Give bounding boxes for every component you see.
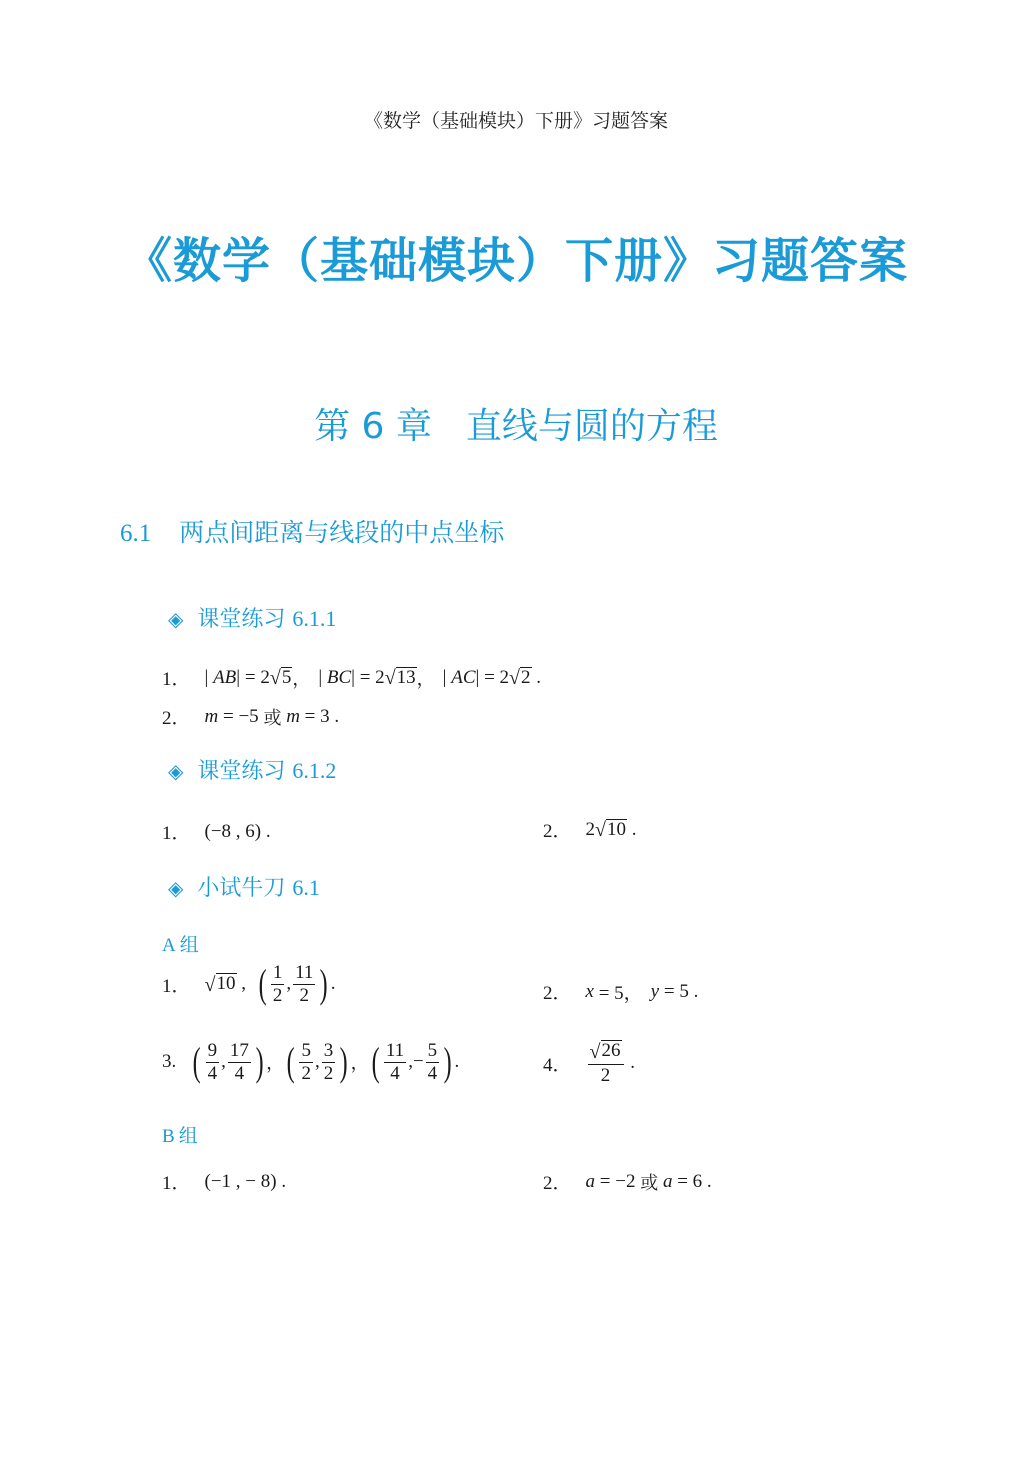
denominator: 2	[600, 1064, 611, 1086]
chapter-title	[0, 398, 1032, 449]
subsection-code: 6.1	[292, 875, 320, 900]
diamond-icon: ◈	[168, 607, 184, 631]
fraction	[228, 1040, 251, 1085]
value: = 2	[359, 666, 385, 688]
numerator: 3	[323, 1040, 334, 1061]
value: = 6 .	[672, 1170, 712, 1192]
answer-number: 4．	[543, 1054, 572, 1076]
segment-ac: AC	[451, 666, 476, 688]
denominator: 2	[272, 984, 283, 1006]
diamond-icon: ◈	[168, 876, 184, 900]
sqrt-expression: √ 10	[595, 818, 626, 842]
answer-612-1	[162, 818, 271, 845]
answer-number: 3.	[162, 1051, 177, 1073]
coefficient: 2	[585, 818, 596, 840]
variable-m: m	[204, 705, 219, 727]
subsection-code: 6.1.2	[292, 758, 337, 783]
radicand: 2	[521, 666, 531, 688]
radicand: 13	[396, 666, 416, 688]
value: = 2	[484, 666, 510, 688]
sqrt-expression: √ 2	[509, 666, 531, 690]
denominator: 2	[301, 1062, 311, 1084]
fraction	[206, 1040, 220, 1085]
answer-value: (−1 , − 8) .	[204, 1170, 287, 1192]
answer-a-2	[543, 978, 698, 1005]
answer-a-3: 3. ( $\frac{9}{4}$ , $\frac{17}{4}$ ) ， ( $\frac{5}{2}$ , $\frac{3}{2}$ ) ， ( $\frac{11}{4}$ ,− $\frac{5}{4}$ ) .	[162, 1039, 460, 1085]
fraction	[588, 1040, 624, 1087]
main-title: 《数学（基础模块）下册》习题答案	[123, 233, 908, 289]
chapter-name: 直线与圆的方程	[465, 406, 718, 447]
denominator: 4	[234, 1062, 245, 1084]
numerator: 1	[272, 962, 283, 983]
answer-a-1: 1． √ 10 , ( $\frac{1}{2}$ , $\frac{11}{2}$ ) .	[162, 961, 336, 1007]
denominator: 4	[390, 1062, 400, 1084]
answer-611-1: 1． | AB | = 2 √ 5 ， | BC | = 2 √ 13 ， | AC | = 2 √ 2 .	[162, 664, 541, 691]
subsection-label: 课堂练习	[197, 607, 286, 632]
variable-a: a	[585, 1170, 596, 1192]
answer-number: 2．	[162, 708, 191, 729]
group-label-b	[162, 1121, 198, 1148]
value: = 3 .	[299, 705, 340, 727]
answer-b-1	[162, 1168, 286, 1195]
or-word: 或	[640, 1172, 659, 1194]
numerator	[588, 1040, 624, 1065]
numerator: 11	[385, 1040, 405, 1061]
denominator: 4	[207, 1062, 218, 1084]
subsection-heading-611	[168, 602, 336, 633]
answer-number: 1．	[162, 823, 191, 844]
group-label-a	[162, 930, 199, 957]
segment-bc: BC	[326, 666, 352, 688]
numerator: 5	[301, 1040, 311, 1061]
radicand: 10	[216, 973, 236, 995]
value: = 5 .	[659, 980, 699, 1002]
fraction	[322, 1040, 336, 1085]
sqrt-expression: √ 10	[204, 973, 236, 997]
variable-a: a	[662, 1170, 673, 1192]
group-word: 组	[179, 934, 199, 956]
subsection-label: 课堂练习	[197, 759, 286, 784]
answer-a-4: 4． √ 26 2 .	[543, 1040, 635, 1086]
variable-x: x	[585, 980, 594, 1002]
answer-value: (−8 , 6) .	[204, 820, 271, 842]
answer-612-2: 2． 2 √ 10 .	[543, 816, 637, 843]
or-word: 或	[263, 707, 282, 729]
diamond-icon: ◈	[168, 759, 184, 783]
answer-number: 1．	[162, 975, 191, 997]
variable-y: y	[650, 980, 660, 1002]
subsection-heading-612	[168, 754, 336, 785]
fraction	[384, 1040, 406, 1085]
numerator: 9	[207, 1040, 218, 1061]
numerator: 11	[295, 962, 314, 983]
fraction	[426, 1040, 440, 1085]
sqrt-expression: √ 13	[384, 666, 416, 690]
numerator: 17	[229, 1040, 249, 1061]
denominator: 2	[299, 984, 309, 1006]
value: = 2	[244, 666, 270, 688]
value: = −2	[595, 1170, 641, 1192]
fraction	[293, 962, 315, 1007]
segment-ab: AB	[213, 666, 237, 688]
subsection-label: 小试牛刀	[197, 876, 286, 901]
group-word: 组	[178, 1125, 198, 1147]
value: = 5，	[593, 983, 643, 1004]
running-head: 《数学（基础模块）下册》习题答案	[363, 110, 668, 132]
answer-number: 2．	[543, 983, 572, 1004]
answer-number: 1．	[162, 669, 191, 690]
fraction	[271, 962, 285, 1007]
value: = −5	[218, 705, 264, 727]
variable-m: m	[286, 705, 300, 727]
denominator: 2	[323, 1062, 334, 1084]
subsection-code: 6.1.1	[292, 606, 337, 631]
numerator: 5	[427, 1040, 438, 1061]
answer-number: 2．	[543, 1173, 572, 1194]
fraction	[299, 1040, 313, 1085]
sqrt-expression: √ 26	[589, 1040, 621, 1063]
section-name: 两点间距离与线段的中点坐标	[179, 518, 505, 547]
sqrt-expression: √ 5	[269, 666, 292, 690]
radicand: 5	[281, 666, 292, 688]
radicand: 10	[607, 818, 626, 840]
group-letter: B	[162, 1126, 175, 1147]
chapter-label: 第 6 章	[314, 406, 432, 447]
answer-number: 1．	[162, 1173, 191, 1194]
section-title	[120, 513, 504, 549]
subsection-heading-61	[168, 871, 320, 902]
section-number: 6.1	[120, 520, 152, 547]
answer-611-2	[162, 703, 339, 730]
radicand: 26	[601, 1040, 621, 1061]
answer-b-2	[543, 1168, 712, 1195]
answer-number: 2．	[543, 821, 572, 842]
group-letter: A	[162, 935, 176, 956]
denominator: 4	[427, 1062, 438, 1084]
